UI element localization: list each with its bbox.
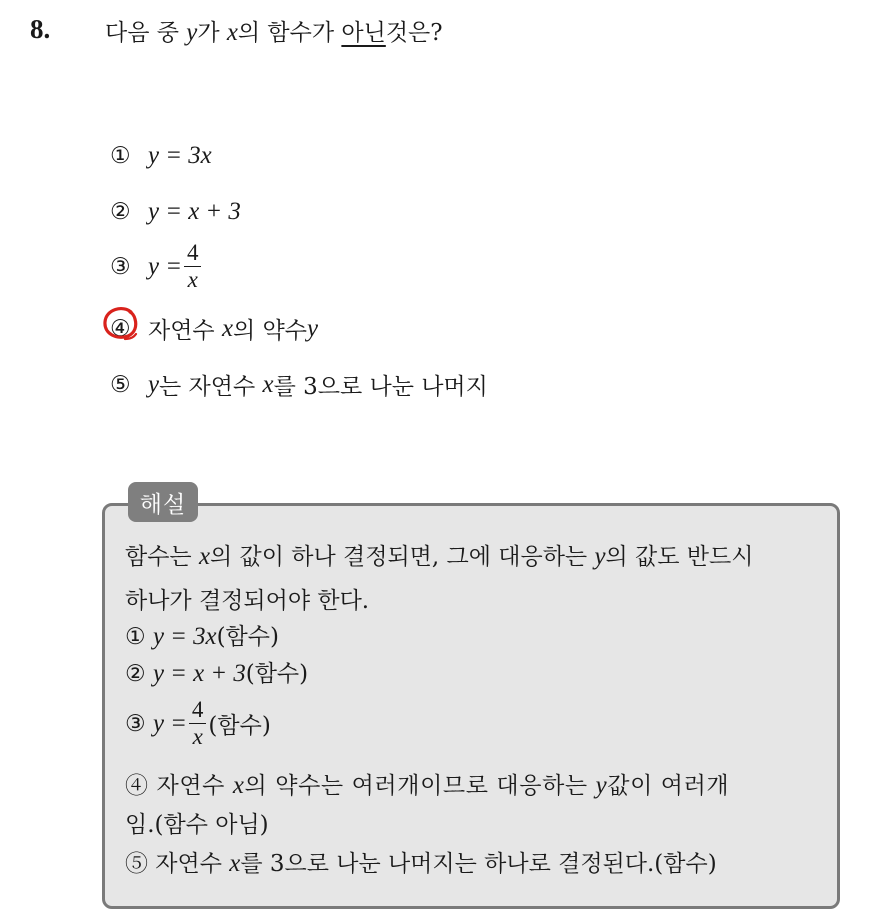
var-y: y <box>186 19 198 46</box>
choice-number: ⑤ <box>110 371 131 398</box>
solution-label: 해설 <box>128 482 198 522</box>
choice-number: ④ <box>110 315 131 342</box>
choice-number: ③ <box>110 253 131 280</box>
fraction-numerator: 4 <box>184 240 202 267</box>
choice-number: ① <box>110 143 131 169</box>
solution-line-8 <box>125 845 717 878</box>
solution-line-4 <box>125 655 308 688</box>
choice-math: y = x + 3 <box>148 198 241 225</box>
choice-text-mid2: 를 3으로 나눈 나머지 <box>273 374 488 400</box>
question-text-mid1: 가 <box>197 20 227 46</box>
var-x: x <box>198 543 210 570</box>
solution-line-2: 하나가 결정되어야 한다. <box>125 588 370 614</box>
question-text-post: 것은? <box>385 20 443 46</box>
var-x: x <box>262 370 274 398</box>
var-y: y <box>148 370 160 398</box>
choice-number: ① <box>125 624 146 650</box>
solution-text: (함수) <box>216 624 279 650</box>
var-x: x <box>232 772 245 799</box>
choice-number: ② <box>110 199 131 225</box>
fraction-denominator: x <box>187 267 198 293</box>
choice-1[interactable] <box>110 142 212 170</box>
fraction <box>184 240 202 294</box>
solution-math: y = x + 3 <box>152 660 246 687</box>
choice-text-pre: 자연수 <box>148 318 215 344</box>
solution-text: ④ 자연수 <box>125 773 233 799</box>
solution-text: 값이 여러개 <box>607 773 730 799</box>
solution-line-5 <box>125 697 271 751</box>
fraction-numerator: 4 <box>189 697 207 724</box>
var-y: y <box>306 314 318 342</box>
choice-4[interactable] <box>110 312 318 345</box>
choice-2[interactable] <box>110 198 241 226</box>
question-text-mid2: 의 함수가 <box>237 20 342 46</box>
solution-text: 를 3으로 나눈 나머지는 하나로 결정된다.(함수) <box>240 851 717 877</box>
solution-math: y = 3x <box>152 623 217 650</box>
choice-5[interactable] <box>110 368 488 401</box>
solution-line-1 <box>125 538 753 571</box>
question-text <box>105 14 443 47</box>
var-x: x <box>226 19 238 46</box>
solution-text: (함수) <box>208 713 271 740</box>
choice-text-mid: 의 약수 <box>233 318 307 344</box>
choice-text-mid1: 는 자연수 <box>159 374 256 400</box>
solution-text: 의 값이 하나 결정되면, 그에 대응하는 <box>210 544 595 570</box>
solution-text: (함수) <box>245 661 309 687</box>
solution-text: 의 약수는 여러개이므로 대응하는 <box>244 773 596 799</box>
var-x: x <box>221 314 233 342</box>
choice-3[interactable] <box>110 240 203 294</box>
solution-text: 의 값도 반드시 <box>605 544 754 570</box>
solution-math: y = <box>152 709 187 737</box>
var-y: y <box>594 543 606 570</box>
choice-math: y = <box>148 252 182 280</box>
var-y: y <box>595 772 608 799</box>
choice-math: y = 3x <box>148 142 212 169</box>
var-x: x <box>229 850 241 877</box>
question-text-pre: 다음 중 <box>105 20 187 46</box>
question-number: 8. <box>30 14 51 44</box>
fraction-denominator: x <box>192 724 203 750</box>
solution-text: 함수는 <box>125 544 199 570</box>
choice-number: ② <box>125 661 146 687</box>
choice-number: ③ <box>125 710 146 737</box>
fraction <box>189 697 207 751</box>
underlined-word: 아닌 <box>341 20 386 46</box>
solution-line-3 <box>125 618 279 651</box>
solution-line-7: 임.(함수 아님) <box>125 812 269 838</box>
solution-line-6 <box>125 767 729 800</box>
solution-text: ⑤ 자연수 <box>125 851 230 877</box>
